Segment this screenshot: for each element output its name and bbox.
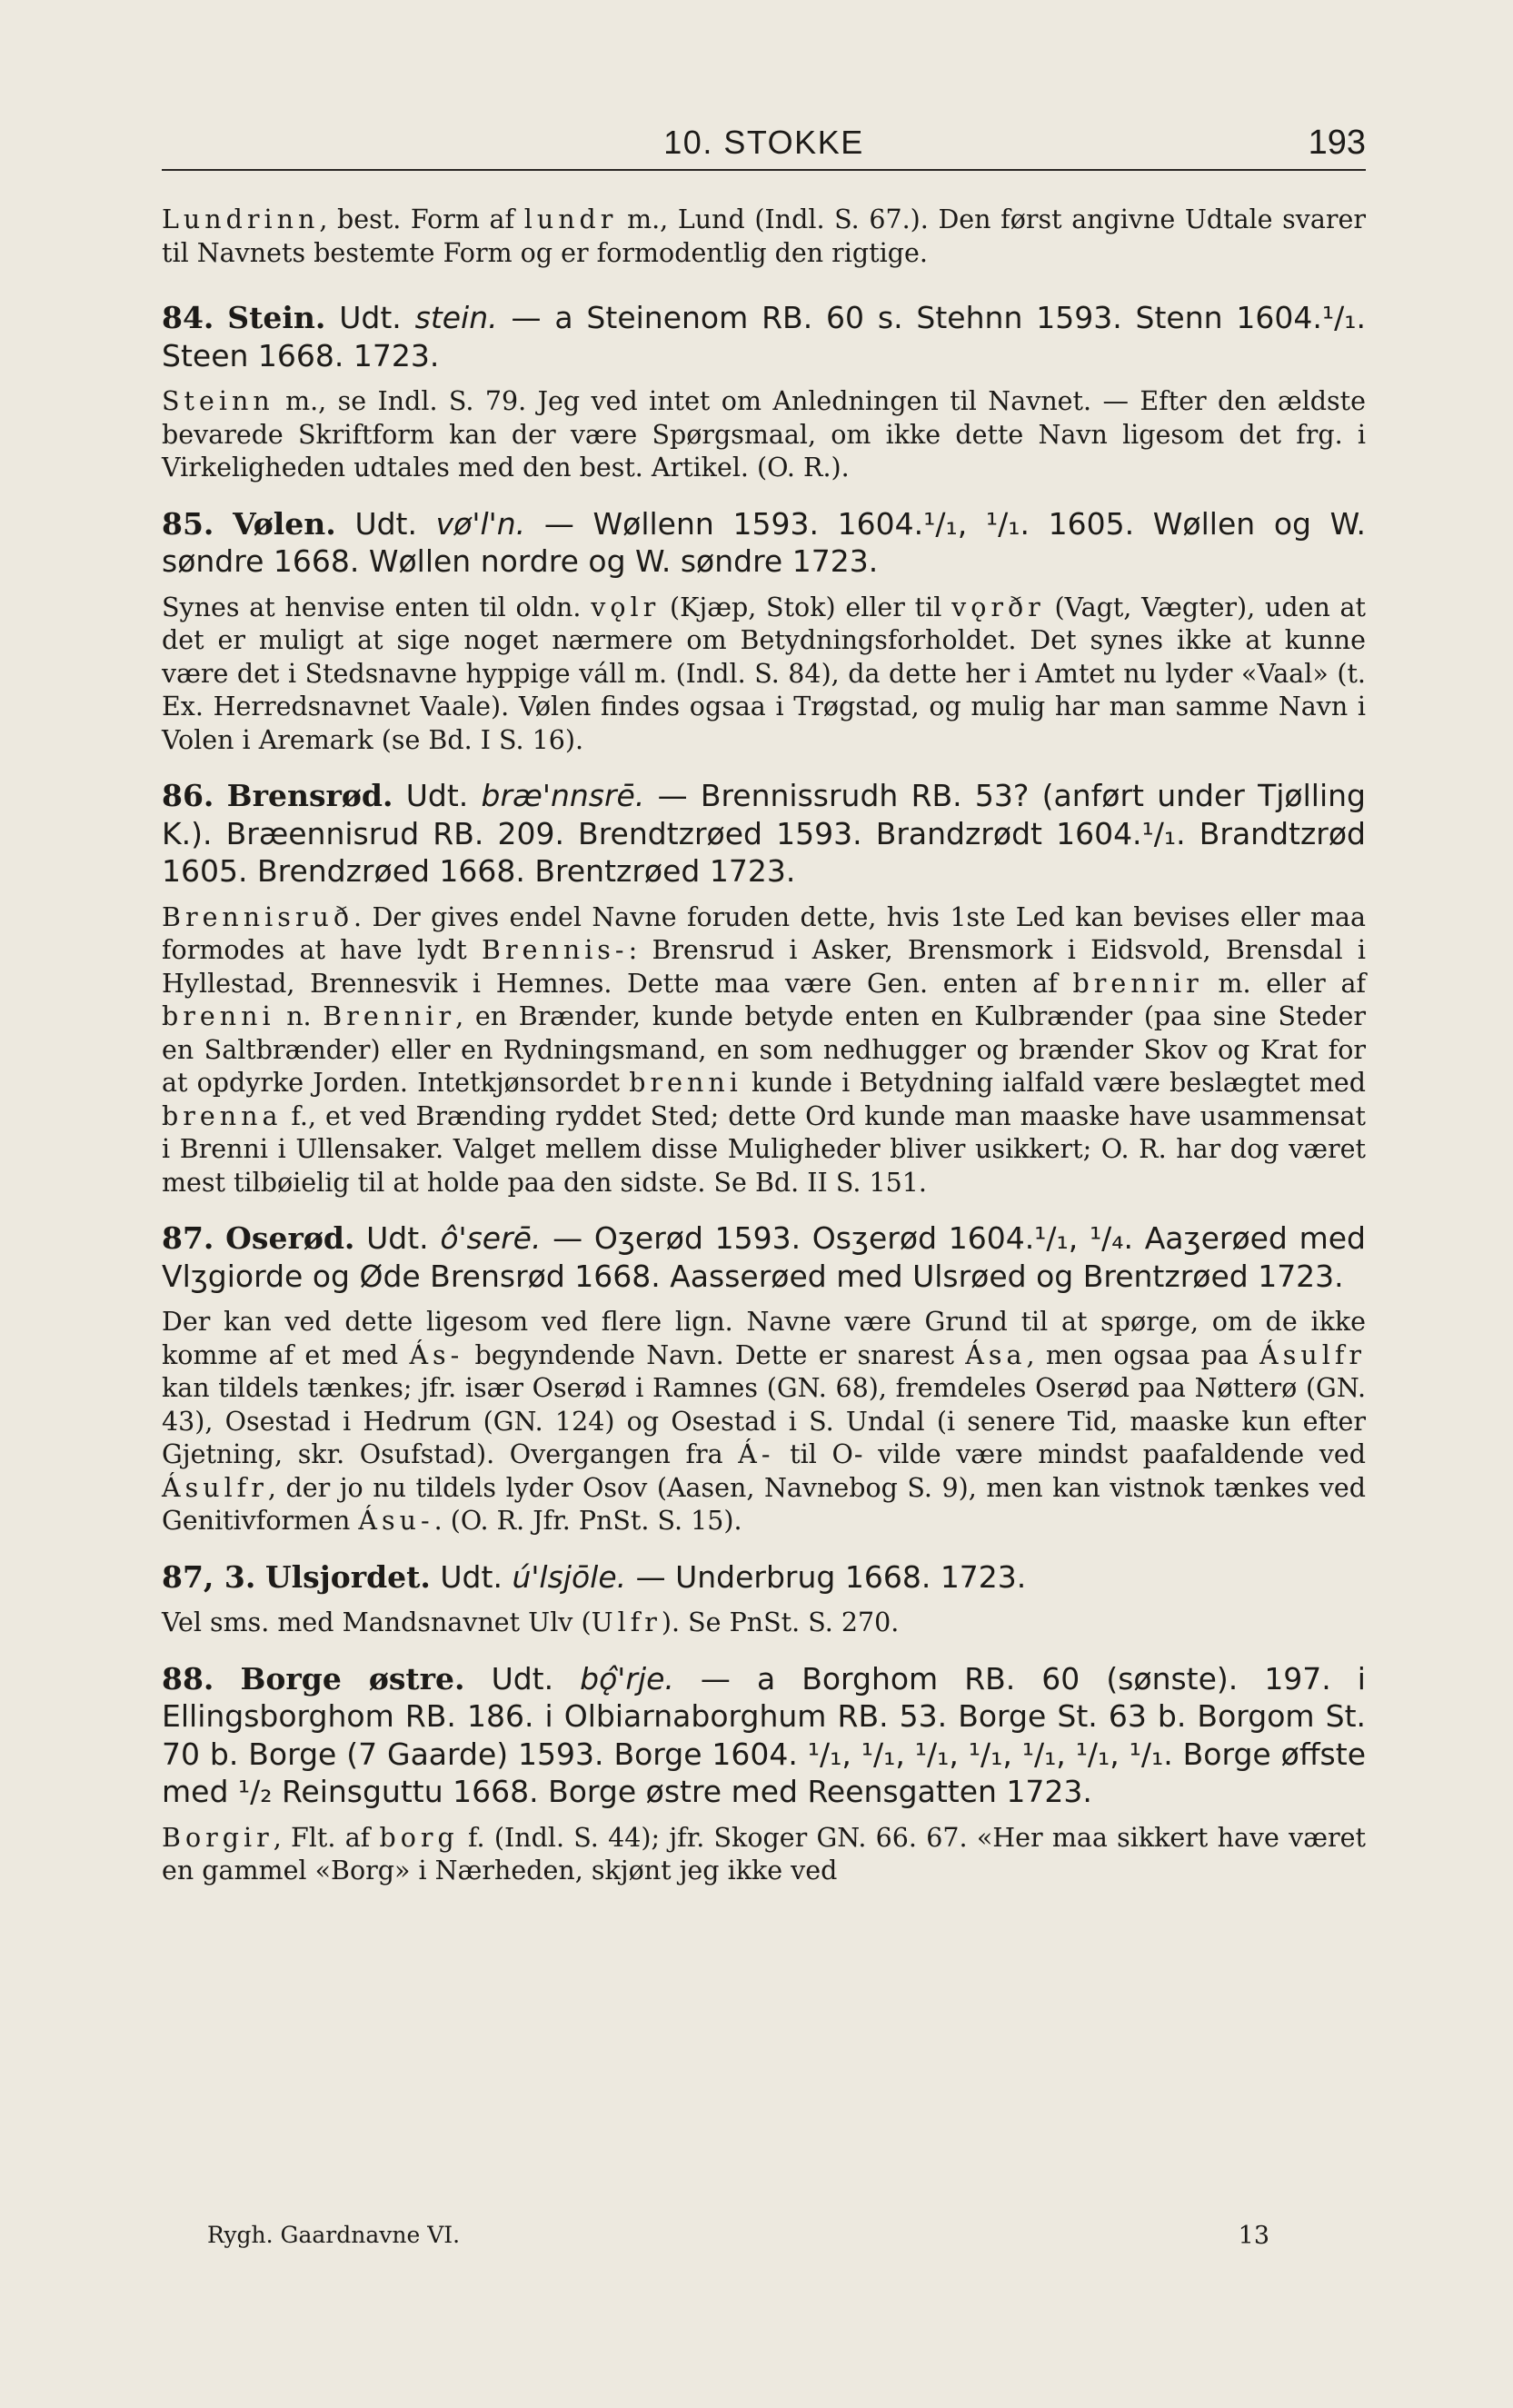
udt-label: Udt. [339,300,402,335]
note-text: kunde i Betydning ialfald være beslægtet med [742,1068,1366,1098]
pronunciation: stein. [414,300,498,335]
historical-forms: — Underbrug 1668. 1723. [635,1558,1027,1595]
entry-name: Brensrød. [226,778,393,813]
note-text: til O- vilde være mindst paafaldende ved [774,1439,1366,1469]
historical-forms: — a Steinenom RB. 60 s. Stehnn 1593. Stenn 1604.¹/₁. Steen 1668. 1723. [162,300,1366,373]
entry-name: Stein. [227,300,326,335]
spaced-term: brenna [162,1100,283,1131]
entry-87-3 [162,1558,1366,1597]
entry-85 [162,505,1366,581]
pronunciation: ô'serē. [440,1220,542,1256]
note-text: , Flt. af [273,1822,380,1853]
note-text: kan tildels tænkes; jfr. især Oserød i Ramnes (GN. 68), fremdeles Oserød paa Nøtterø (GN. 43), Osestad i Hedrum (GN. 124) og Osestad i S. Undal (i senere Tid, maaske kun efter Gjetning, skr. Osufstad). Overgangen fra [162,1373,1366,1469]
spaced-term: Brennir [323,1001,456,1031]
spaced-term: Ásulfr [162,1472,268,1503]
entry-number: 84. [162,300,214,335]
chapter-title: 10. STOKKE [663,124,864,161]
udt-label: Udt. [354,505,417,542]
signature-mark: Rygh. Gaardnavne VI. [207,2222,461,2248]
pronunciation: bræ'nnsrē. [481,778,645,813]
spaced-term: brennir [1072,968,1203,999]
spaced-term: Brennis- [482,935,629,965]
note-text: , men ogsaa paa [1026,1339,1260,1370]
note-text: : Brensrud i Asker, Brensmork i Eidsvold, Brensdal i Hyllestad, Brennesvik i Hemnes. Dette maa være Gen. enten af [162,935,1366,999]
pronunciation: vø'l'n. [435,505,526,542]
note-text: (Kjæp, Stok) eller til [660,592,952,622]
spaced-term: vǫrðr [951,592,1045,622]
page-number: 193 [1308,124,1366,162]
running-header [162,116,1366,171]
entry-88 [162,1660,1366,1811]
note-text: Vel sms. med Mandsnavnet Ulv ( [162,1607,592,1637]
entry-number: 88. [162,1660,214,1697]
note-87 [162,1306,1366,1538]
spaced-term: Steinn [162,386,274,416]
note-84 [162,385,1366,485]
entry-number: 87, 3. [162,1558,256,1595]
note-text: n. [274,1001,324,1031]
note-text: f., et ved Brænding ryddet Sted; dette Ord kunde man maaske have usammensat i Brenni i Ullensaker. Valget mellem disse Muligheder bliver usikkert; O. R. har dog været mest tilbøielig til at holde paa den sidste. Se Bd. II S. 151. [162,1100,1366,1198]
spaced-term: lundr [523,204,618,234]
spaced-term: borg [379,1822,459,1853]
note-87-3 [162,1607,1366,1640]
spaced-term: brenni [629,1068,742,1098]
note-text: m., se Indl. S. 79. Jeg ved intet om Anledningen til Navnet. — Efter den ældste bevarede Skriftform kan der være Spørgsmaal, om ikke dette Navn ligesom det frg. i Virkeligheden udtales med den best. Artikel. (O. R.). [162,386,1366,483]
note-text: , en Brænder, kunde betyde enten en Kulbrænder (paa sine Steder en Saltbrænder) eller en Rydningsmand, en som nedhugger og brænder Skov og Krat for at opdyrke Jorden. Intetkjønsordet [162,1001,1366,1098]
pronunciation: bǫ̂'rje. [580,1660,674,1697]
entry-name: Borge østre. [240,1660,465,1697]
note-text: . Der gives endel Navne foruden dette, hvis 1ste Led kan bevises eller maa formodes at have lydt [162,901,1366,965]
pronunciation: ú'lsjōle. [512,1558,627,1595]
historical-forms: — Oʒerød 1593. Osʒerød 1604.¹/₁, ¹/₄. Aaʒerøed med Vlʒgiorde og Øde Brensrød 1668. Aasserøed med Ulsrøed og Brentzrøed 1723. [162,1220,1366,1294]
note-text: begyndende Navn. Dette er snarest [463,1339,966,1370]
note-text: m., Lund (Indl. S. 67.). Den først angivne Udtale svarer til Navnets bestemte Form og er formodentlig den rigtige. [162,204,1366,268]
entry-name: Vølen. [233,505,336,542]
historical-forms: — Wøllenn 1593. 1604.¹/₁, ¹/₁. 1605. Wøllen og W. søndre 1668. Wøllen nordre og W. søndre 1723. [162,505,1367,579]
note-text: , best. Form af [319,204,524,234]
spaced-term: vǫlr [591,592,661,622]
note-text: f. (Indl. S. 44); jfr. Skoger GN. 66. 67. «Her maa sikkert have været en gammel «Borg» i Nærheden, skjønt jeg ikke ved [162,1822,1366,1886]
spaced-term: Ásu- [358,1506,434,1536]
entry-number: 87. [162,1220,214,1256]
entry-number: 85. [162,505,214,542]
entry-84 [162,299,1366,374]
spaced-term: Á- [738,1439,775,1469]
udt-label: Udt. [366,1220,429,1256]
historical-forms: — a Borghom RB. 60 (sønste). 197. i Ellingsborghom RB. 186. i Olbiarnaborghum RB. 53. Borge St. 63 b. Borgom St. 70 b. Borge (7 Gaarde) 1593. Borge 1604. ¹/₁, ¹/₁, ¹/₁, ¹/₁, ¹/₁, ¹/₁, ¹/₁. Borge øffste med ¹/₂ Reinsguttu 1668. Borge østre med Reensgatten 1723. [162,1660,1366,1809]
intro-note [162,204,1366,270]
entry-name: Ulsjordet. [264,1558,431,1595]
udt-label: Udt. [491,1660,554,1697]
note-text: Der kan ved dette ligesom ved flere lign. Navne være Grund til at spørge, om de ikke komme af et med [162,1307,1366,1370]
spaced-term: Ás- [409,1339,464,1370]
spaced-term: Borgir [162,1822,274,1853]
note-text: . (O. R. Jfr. PnSt. S. 15). [433,1506,742,1536]
spaced-term: Ulfr [591,1607,662,1637]
note-85 [162,592,1366,758]
spaced-term: brenni [162,1001,275,1031]
note-text: (Vagt, Vægter), uden at det er muligt at sige noget nærmere om Betydningsforholdet. Det synes ikke at kunne være det i Stedsnavne hyppige váll m. (Indl. S. 84), da dette her i Amtet nu lyder «Vaal» (t. Ex. Herredsnavnet Vaale). Vølen findes ogsaa i Trøgstad, og mulig har man samme Navn i Volen i Aremark (se Bd. I S. 16). [162,592,1366,755]
spaced-term: Ásulfr [1259,1339,1366,1370]
note-86 [162,901,1366,1200]
spaced-term: Brennisruð [162,901,354,932]
historical-forms: — Brennissrudh RB. 53? (anført under Tjølling K.). Bræennisrud RB. 209. Brendtzrøed 1593. Brandzrødt 1604.¹/₁. Brandtzrød 1605. Brendzrøed 1668. Brentzrøed 1723. [162,778,1366,889]
entry-name: Oserød. [225,1220,355,1256]
note-88 [162,1822,1366,1888]
note-text: Synes at henvise enten til oldn. [162,592,592,622]
entry-number: 86. [162,778,214,813]
gathering-number: 13 [1238,2222,1269,2250]
spaced-term: Ása [965,1339,1027,1370]
spaced-term: Lundrinn [162,204,320,234]
note-text: m. eller af [1202,968,1367,999]
entry-87 [162,1219,1366,1295]
entry-86 [162,777,1366,891]
note-text: ). Se PnSt. S. 270. [661,1607,900,1637]
udt-label: Udt. [440,1558,503,1595]
udt-label: Udt. [405,778,469,813]
note-text: , der jo nu tildels lyder Osov (Aasen, Navnebog S. 9), men kan vistnok tænkes ved Genitivformen [162,1472,1366,1536]
